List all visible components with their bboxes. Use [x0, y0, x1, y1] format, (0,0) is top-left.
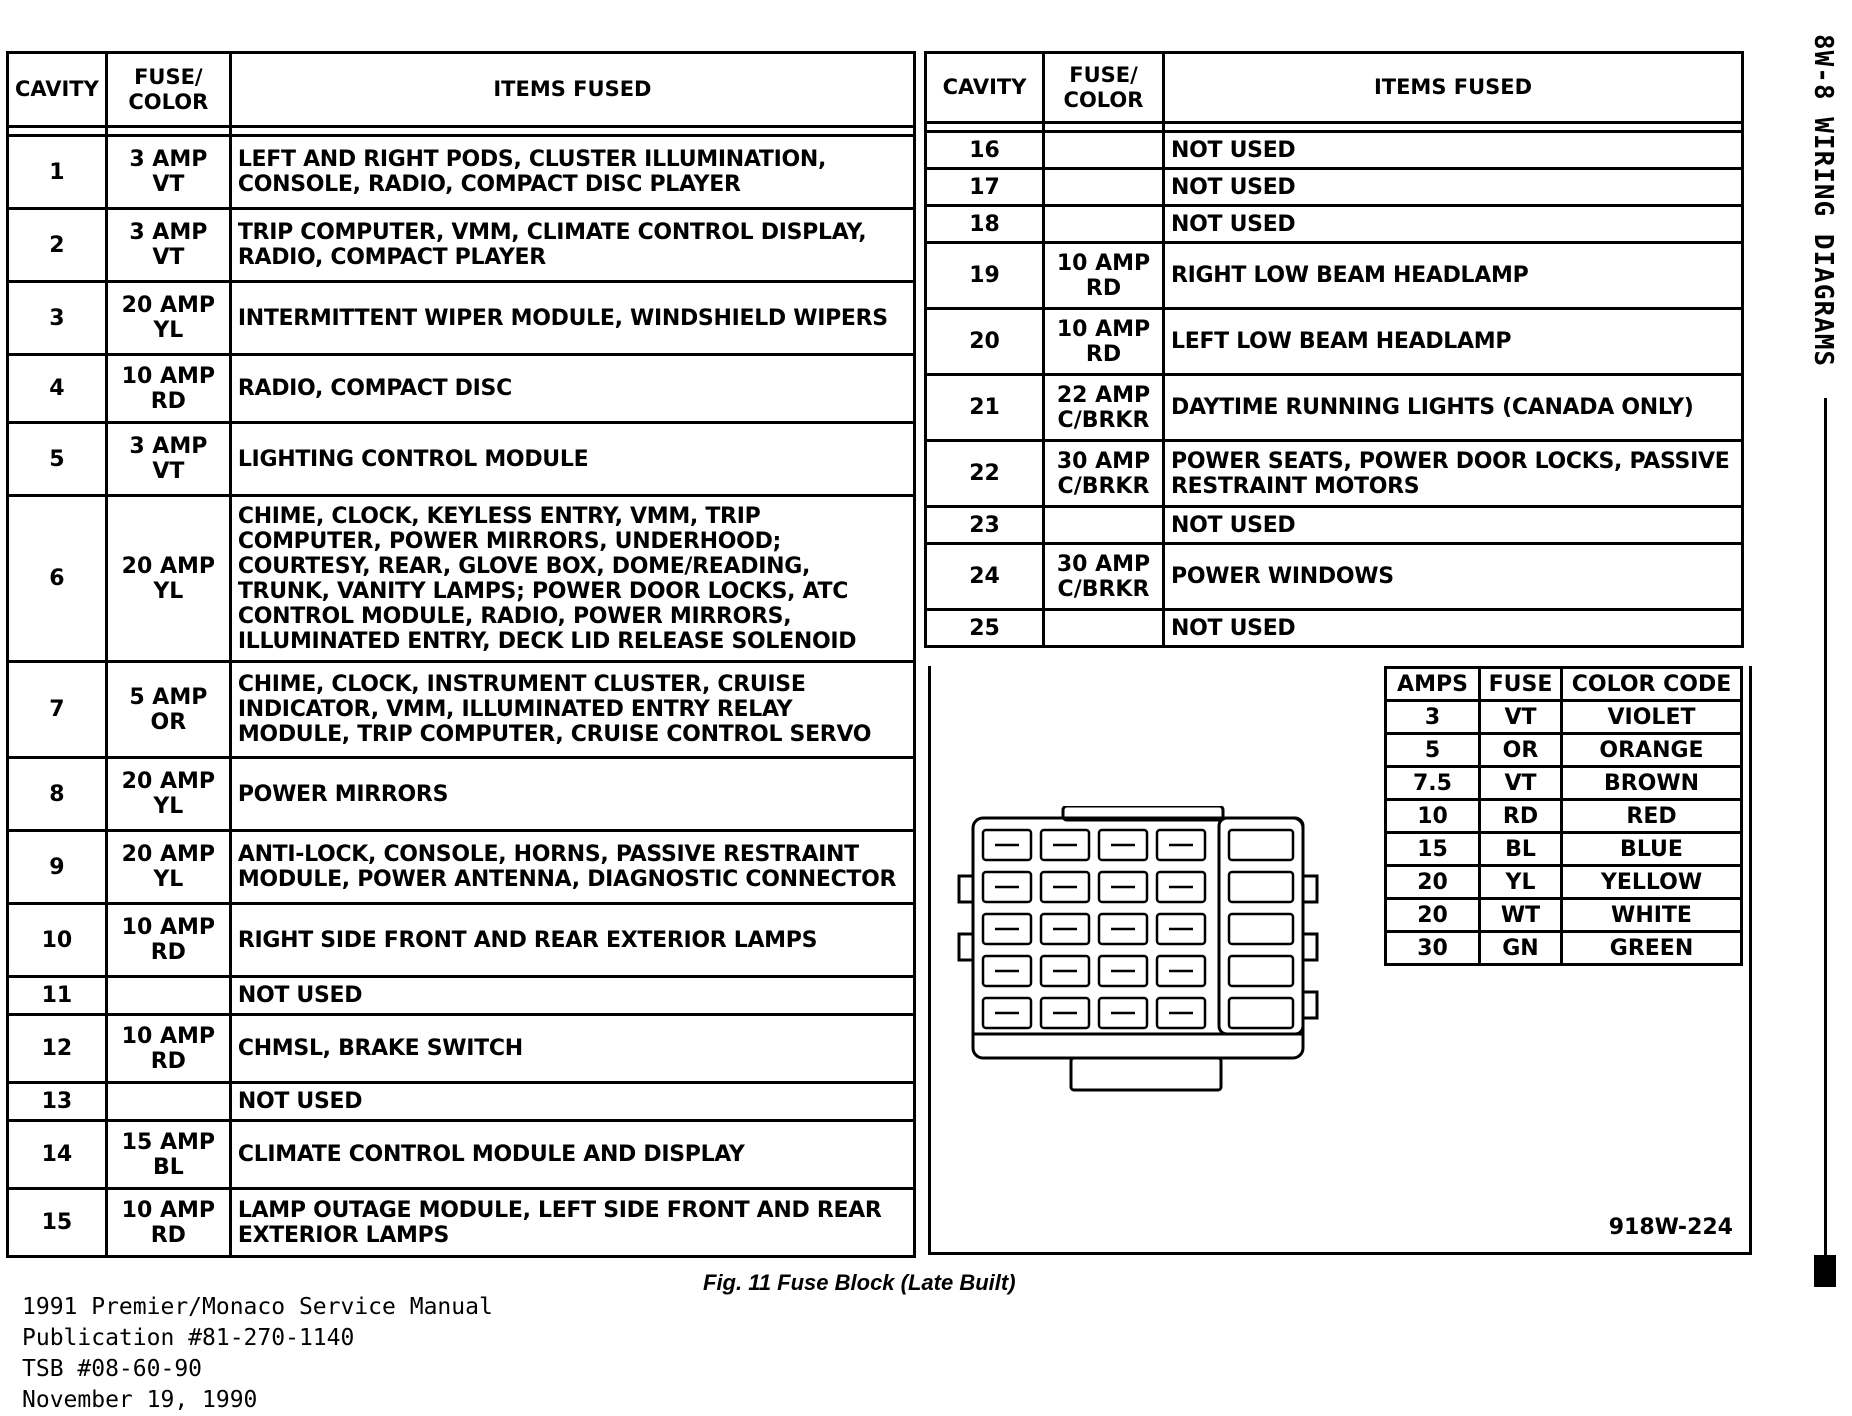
header-items-fused: ITEMS FUSED — [1164, 53, 1743, 123]
cavity-number: 2 — [8, 209, 107, 282]
fuse-row — [8, 496, 915, 662]
fuse-amp: 10 AMP — [121, 1197, 215, 1223]
fuse-rating — [106, 831, 230, 904]
legend-color-name: VIOLET — [1562, 701, 1742, 734]
legend-color-name: GREEN — [1562, 932, 1742, 965]
fuse-row — [8, 831, 915, 904]
fuse-amp: 10 AMP — [1056, 316, 1151, 342]
items-fused: POWER MIRRORS — [230, 758, 914, 831]
items-fused: NOT USED — [1164, 169, 1743, 206]
header-cavity: CAVITY — [926, 53, 1044, 123]
fuse-amp: 3 AMP — [129, 220, 208, 245]
legend-color-name: BROWN — [1562, 767, 1742, 800]
fuse-rating — [1044, 132, 1164, 169]
right-table-body — [926, 132, 1743, 647]
legend-row — [1386, 866, 1742, 899]
breaker-slot — [1229, 914, 1293, 944]
fuse-amp: 20 AMP — [121, 842, 215, 867]
items-fused: NOT USED — [230, 1083, 914, 1121]
legend-fuse: GN — [1480, 932, 1562, 965]
legend-header-color-code: COLOR CODE — [1562, 668, 1742, 701]
legend-amps: 5 — [1386, 734, 1480, 767]
legend-header-fuse: FUSE — [1480, 668, 1562, 701]
fuse-row — [926, 441, 1743, 507]
fuse-rating — [106, 977, 230, 1015]
fuse-amp: 20 AMP — [121, 293, 215, 318]
breaker-slot — [1229, 872, 1293, 902]
cavity-number: 5 — [8, 423, 107, 496]
cavity-number: 12 — [8, 1015, 107, 1083]
fuse-rating — [1044, 169, 1164, 206]
breaker-slot — [1229, 998, 1293, 1028]
fuse-amp: 15 AMP — [121, 1129, 215, 1155]
page-marker — [1814, 1255, 1836, 1287]
legend-fuse: BL — [1480, 833, 1562, 866]
legend-row — [1386, 734, 1742, 767]
items-fused: NOT USED — [1164, 507, 1743, 544]
items-fused: NOT USED — [230, 977, 914, 1015]
publication-info — [22, 1292, 493, 1416]
fuse-rating — [1044, 309, 1164, 375]
color-code-legend — [1384, 666, 1743, 966]
legend-color-name: ORANGE — [1562, 734, 1742, 767]
legend-amps: 7.5 — [1386, 767, 1480, 800]
fuse-rating — [106, 136, 230, 209]
fuse-rating — [1044, 441, 1164, 507]
header-cavity: CAVITY — [8, 53, 107, 127]
breaker-slot — [1229, 956, 1293, 986]
legend-amps: 30 — [1386, 932, 1480, 965]
items-fused: DAYTIME RUNNING LIGHTS (CANADA ONLY) — [1164, 375, 1743, 441]
fuse-amp: 10 AMP — [1056, 250, 1151, 276]
items-fused: LIGHTING CONTROL MODULE — [230, 423, 914, 496]
cavity-number: 11 — [8, 977, 107, 1015]
items-fused: NOT USED — [1164, 206, 1743, 243]
fuse-rating — [1044, 243, 1164, 309]
fuse-rating — [106, 355, 230, 423]
diagram-code: 918W-224 — [1608, 1215, 1733, 1240]
legend-row — [1386, 800, 1742, 833]
publication-line-manual: 1991 Premier/Monaco Service Manual — [22, 1294, 493, 1320]
cavity-number: 6 — [8, 496, 107, 662]
items-fused: CHMSL, BRAKE SWITCH — [230, 1015, 914, 1083]
fuse-amp: 30 AMP — [1056, 551, 1151, 577]
left-table-body — [8, 136, 915, 1257]
fuse-color: RD — [150, 940, 186, 965]
cavity-number: 8 — [8, 758, 107, 831]
legend-amps: 15 — [1386, 833, 1480, 866]
fuse-row — [926, 309, 1743, 375]
fuse-row — [8, 209, 915, 282]
fuse-amp: 20 AMP — [121, 769, 215, 794]
legend-amps: 20 — [1386, 899, 1480, 932]
fuse-amp: 3 AMP — [129, 147, 208, 172]
items-fused: NOT USED — [1164, 610, 1743, 647]
fuse-row — [8, 282, 915, 355]
header-fuse-color: FUSE/ COLOR — [106, 53, 230, 127]
fuse-color: RD — [150, 1222, 186, 1248]
fuse-color: C/BRKR — [1057, 407, 1150, 433]
legend-header-amps: AMPS — [1386, 668, 1480, 701]
fuse-table-left — [6, 51, 916, 1258]
items-fused: INTERMITTENT WIPER MODULE, WINDSHIELD WIPERS — [230, 282, 914, 355]
cavity-number: 21 — [926, 375, 1044, 441]
cavity-number: 25 — [926, 610, 1044, 647]
legend-row — [1386, 833, 1742, 866]
breaker-slot — [1229, 830, 1293, 860]
items-fused: POWER WINDOWS — [1164, 544, 1743, 610]
items-fused: CHIME, CLOCK, INSTRUMENT CLUSTER, CRUISE INDICATOR, VMM, ILLUMINATED ENTRY RELAY MODULE, TRIP COMPUTER, CRUISE CONTROL SERVO — [230, 662, 914, 758]
fuse-amp: 10 AMP — [121, 915, 215, 940]
fuse-row — [8, 662, 915, 758]
fuse-rating — [106, 496, 230, 662]
fuse-row — [926, 243, 1743, 309]
cavity-number: 14 — [8, 1121, 107, 1189]
fuse-row — [926, 544, 1743, 610]
legend-fuse: VT — [1480, 767, 1562, 800]
fuse-row — [8, 136, 915, 209]
legend-row — [1386, 899, 1742, 932]
cavity-number: 20 — [926, 309, 1044, 375]
fuse-color: YL — [153, 578, 184, 604]
fuse-rating — [106, 1189, 230, 1257]
cavity-number: 19 — [926, 243, 1044, 309]
items-fused: RIGHT LOW BEAM HEADLAMP — [1164, 243, 1743, 309]
items-fused: LEFT LOW BEAM HEADLAMP — [1164, 309, 1743, 375]
cavity-number: 9 — [8, 831, 107, 904]
section-header: 8W-8 WIRING DIAGRAMS — [1808, 34, 1838, 368]
fuse-color: YL — [153, 318, 184, 343]
fuse-color: C/BRKR — [1057, 576, 1150, 602]
items-fused: NOT USED — [1164, 132, 1743, 169]
legend-row — [1386, 932, 1742, 965]
cavity-number: 24 — [926, 544, 1044, 610]
fuse-color: OR — [150, 709, 187, 735]
legend-fuse: YL — [1480, 866, 1562, 899]
fuse-color: RD — [1085, 341, 1122, 367]
legend-amps: 3 — [1386, 701, 1480, 734]
cavity-number: 10 — [8, 904, 107, 977]
cavity-number: 15 — [8, 1189, 107, 1257]
legend-amps: 10 — [1386, 800, 1480, 833]
fuse-color: RD — [1085, 275, 1122, 301]
fuse-rating — [106, 209, 230, 282]
fuse-row — [8, 355, 915, 423]
cavity-number: 18 — [926, 206, 1044, 243]
fuse-amp: 10 AMP — [121, 1023, 215, 1049]
cavity-number: 22 — [926, 441, 1044, 507]
fuse-row — [926, 507, 1743, 544]
cavity-number: 13 — [8, 1083, 107, 1121]
items-fused: CHIME, CLOCK, KEYLESS ENTRY, VMM, TRIP COMPUTER, POWER MIRRORS, UNDERHOOD; COURTESY, REAR, GLOVE BOX, DOME/READING, TRUNK, VANITY LAMPS; POWER DOOR LOCKS, ATC CONTROL MODULE, RADIO, POWER MIRRORS, ILLUMINATED ENTRY, DECK LID RELEASE SOLENOID — [230, 496, 914, 662]
items-fused: POWER SEATS, POWER DOOR LOCKS, PASSIVE RESTRAINT MOTORS — [1164, 441, 1743, 507]
cavity-number: 4 — [8, 355, 107, 423]
fuse-color: BL — [152, 1154, 184, 1180]
legend-color-name: RED — [1562, 800, 1742, 833]
items-fused: CLIMATE CONTROL MODULE AND DISPLAY — [230, 1121, 914, 1189]
fuse-rating — [1044, 610, 1164, 647]
figure-caption: Fig. 11 Fuse Block (Late Built) — [703, 1270, 1016, 1295]
fuse-rating — [106, 1083, 230, 1121]
fuse-block-panel — [928, 666, 1752, 1255]
legend-color-name: YELLOW — [1562, 866, 1742, 899]
fuse-rating — [1044, 206, 1164, 243]
fuse-rating — [106, 1015, 230, 1083]
fuse-row — [8, 758, 915, 831]
fuse-amp: 3 AMP — [129, 434, 208, 459]
fuse-color: YL — [153, 867, 184, 892]
fuse-rating — [106, 423, 230, 496]
items-fused: RIGHT SIDE FRONT AND REAR EXTERIOR LAMPS — [230, 904, 914, 977]
fuse-rating — [106, 758, 230, 831]
fuse-table-right — [924, 51, 1744, 648]
fuse-color: VT — [152, 459, 185, 484]
legend-row — [1386, 701, 1742, 734]
fuse-color: YL — [153, 794, 184, 819]
legend-color-name: BLUE — [1562, 833, 1742, 866]
fuse-row — [926, 206, 1743, 243]
fuse-amp: 5 AMP — [129, 684, 208, 710]
fuse-row — [8, 1083, 915, 1121]
publication-line-date: November 19, 1990 — [22, 1387, 258, 1413]
fuse-color: RD — [150, 388, 186, 414]
legend-body — [1386, 701, 1742, 965]
items-fused: LEFT AND RIGHT PODS, CLUSTER ILLUMINATION, CONSOLE, RADIO, COMPACT DISC PLAYER — [230, 136, 914, 209]
legend-row — [1386, 767, 1742, 800]
legend-fuse: VT — [1480, 701, 1562, 734]
fuse-color: RD — [150, 1048, 186, 1074]
items-fused: TRIP COMPUTER, VMM, CLIMATE CONTROL DISPLAY, RADIO, COMPACT PLAYER — [230, 209, 914, 282]
fuse-row — [926, 169, 1743, 206]
publication-line-tsb: TSB #08-60-90 — [22, 1356, 203, 1382]
fuse-row — [8, 1121, 915, 1189]
fuse-row — [8, 904, 915, 977]
cavity-number: 16 — [926, 132, 1044, 169]
fuse-rating — [106, 904, 230, 977]
fuse-amp: 30 AMP — [1056, 448, 1151, 474]
cavity-number: 3 — [8, 282, 107, 355]
fuse-color: VT — [152, 245, 185, 270]
fuse-row — [926, 375, 1743, 441]
legend-color-name: WHITE — [1562, 899, 1742, 932]
cavity-number: 1 — [8, 136, 107, 209]
items-fused: ANTI-LOCK, CONSOLE, HORNS, PASSIVE RESTRAINT MODULE, POWER ANTENNA, DIAGNOSTIC CONNECTOR — [230, 831, 914, 904]
items-fused: RADIO, COMPACT DISC — [230, 355, 914, 423]
fuse-row — [926, 132, 1743, 169]
publication-line-number: Publication #81-270-1140 — [22, 1325, 355, 1351]
fuse-amp: 10 AMP — [121, 363, 215, 389]
fuse-rating — [106, 282, 230, 355]
cavity-number: 7 — [8, 662, 107, 758]
fuse-rating — [1044, 544, 1164, 610]
legend-fuse: WT — [1480, 899, 1562, 932]
legend-fuse: RD — [1480, 800, 1562, 833]
items-fused: LAMP OUTAGE MODULE, LEFT SIDE FRONT AND REAR EXTERIOR LAMPS — [230, 1189, 914, 1257]
fuse-rating — [106, 1121, 230, 1189]
fuse-color: VT — [152, 172, 185, 197]
fuse-block-diagram — [953, 806, 1373, 1126]
legend-amps: 20 — [1386, 866, 1480, 899]
header-fuse-color: FUSE/ COLOR — [1044, 53, 1164, 123]
fuse-rating — [1044, 507, 1164, 544]
cavity-number: 23 — [926, 507, 1044, 544]
fuse-row — [8, 1015, 915, 1083]
fuse-row — [8, 1189, 915, 1257]
section-rule — [1824, 398, 1827, 1272]
cavity-number: 17 — [926, 169, 1044, 206]
fuse-amp: 20 AMP — [121, 553, 215, 579]
fuse-row — [8, 977, 915, 1015]
legend-fuse: OR — [1480, 734, 1562, 767]
fuse-rating — [106, 662, 230, 758]
fuse-row — [926, 610, 1743, 647]
header-items-fused: ITEMS FUSED — [230, 53, 914, 127]
fuse-color: C/BRKR — [1057, 473, 1150, 499]
fuse-row — [8, 423, 915, 496]
fuse-rating — [1044, 375, 1164, 441]
fuse-amp: 22 AMP — [1056, 382, 1151, 408]
